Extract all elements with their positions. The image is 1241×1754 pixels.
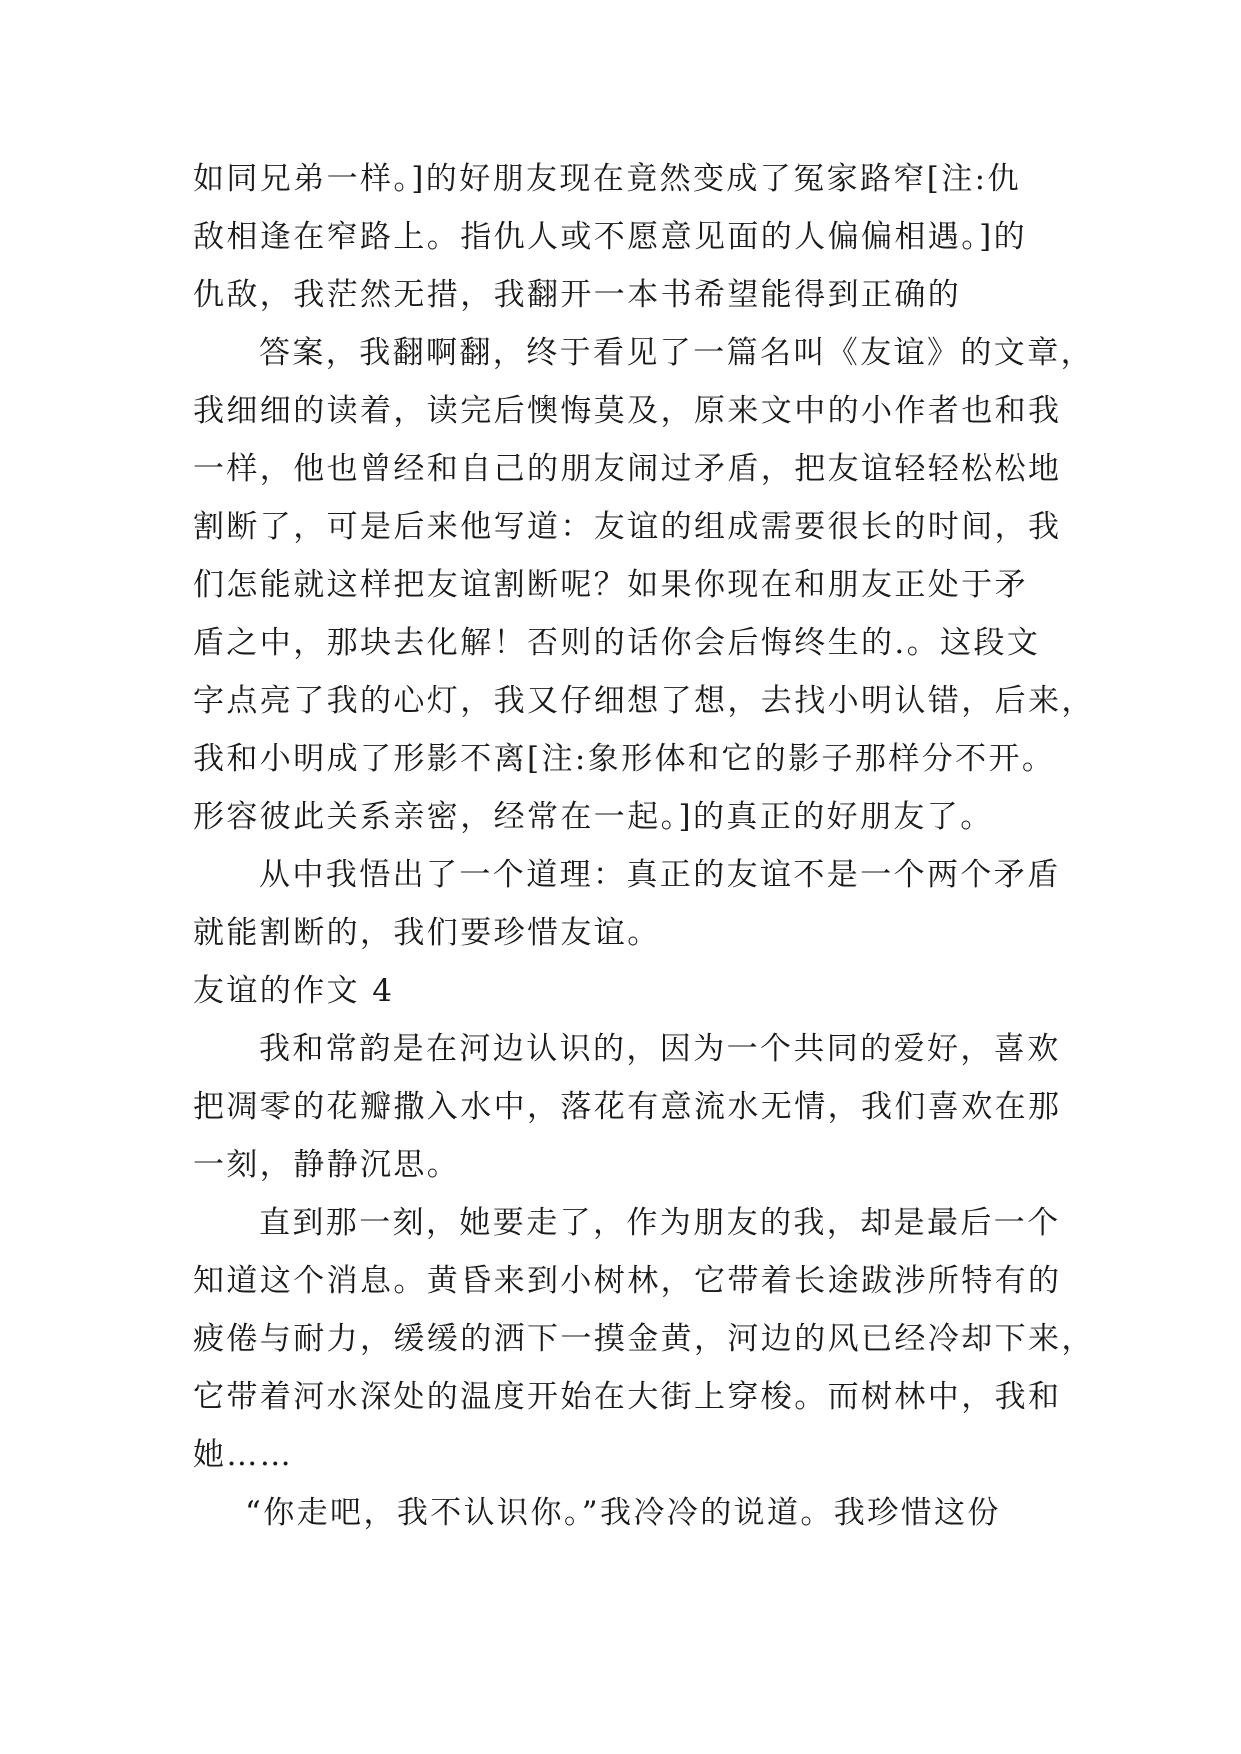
text-line: 知道这个消息。黄昏来到小树林，它带着长途跋涉所特有的 bbox=[193, 1263, 1062, 1299]
text-line: 字点亮了我的心灯，我又仔细想了想，去找小明认错，后来， bbox=[193, 683, 1095, 719]
text-line: 如同兄弟一样。]的好朋友现在竟然变成了冤家路窄[注:仇 bbox=[193, 161, 1021, 197]
text-line: 它带着河水深处的温度开始在大街上穿梭。而树林中，我和 bbox=[193, 1379, 1062, 1415]
text-line: “你走吧，我不认识你。”我冷冷的说道。我珍惜这份 bbox=[245, 1495, 1001, 1531]
text-line: 疲倦与耐力，缓缓的洒下一摸金黄，河边的风已经冷却下来， bbox=[193, 1321, 1095, 1357]
text-line: 一刻，静静沉思。 bbox=[193, 1147, 461, 1183]
text-line: 我和小明成了形影不离[注:象形体和它的影子那样分不开。 bbox=[193, 741, 1056, 777]
text-line: 们怎能就这样把友谊割断呢？如果你现在和朋友正处于矛 bbox=[193, 567, 1028, 603]
text-line: 把凋零的花瓣撒入水中，落花有意流水无情，我们喜欢在那 bbox=[193, 1089, 1062, 1125]
text-line: 盾之中，那块去化解！否则的话你会后悔终生的.。这段文 bbox=[193, 625, 1041, 661]
section-heading: 友谊的作文 4 bbox=[193, 973, 395, 1009]
text-line: 她…… bbox=[193, 1437, 294, 1473]
text-line: 直到那一刻，她要走了，作为朋友的我，却是最后一个 bbox=[259, 1205, 1061, 1241]
text-line: 形容彼此关系亲密，经常在一起。]的真正的好朋友了。 bbox=[193, 799, 994, 835]
text-line: 从中我悟出了一个道理：真正的友谊不是一个两个矛盾 bbox=[259, 857, 1061, 893]
text-line: 仇敌，我茫然无措，我翻开一本书希望能得到正确的 bbox=[193, 277, 962, 313]
text-line: 答案，我翻啊翻，终于看见了一篇名叫《友谊》的文章， bbox=[259, 335, 1094, 371]
text-line: 割断了，可是后来他写道：友谊的组成需要很长的时间，我 bbox=[193, 509, 1062, 545]
text-line: 敌相逢在窄路上。指仇人或不愿意见面的人偏偏相遇。]的 bbox=[193, 219, 1027, 255]
text-line: 我细细的读着，读完后懊悔莫及，原来文中的小作者也和我 bbox=[193, 393, 1062, 429]
body-text bbox=[193, 150, 1095, 1542]
text-line: 一样，他也曾经和自己的朋友闹过矛盾，把友谊轻轻松松地 bbox=[193, 451, 1062, 487]
text-line: 就能割断的，我们要珍惜友谊。 bbox=[193, 915, 661, 951]
text-line: 我和常韵是在河边认识的，因为一个共同的爱好，喜欢 bbox=[259, 1031, 1061, 1067]
